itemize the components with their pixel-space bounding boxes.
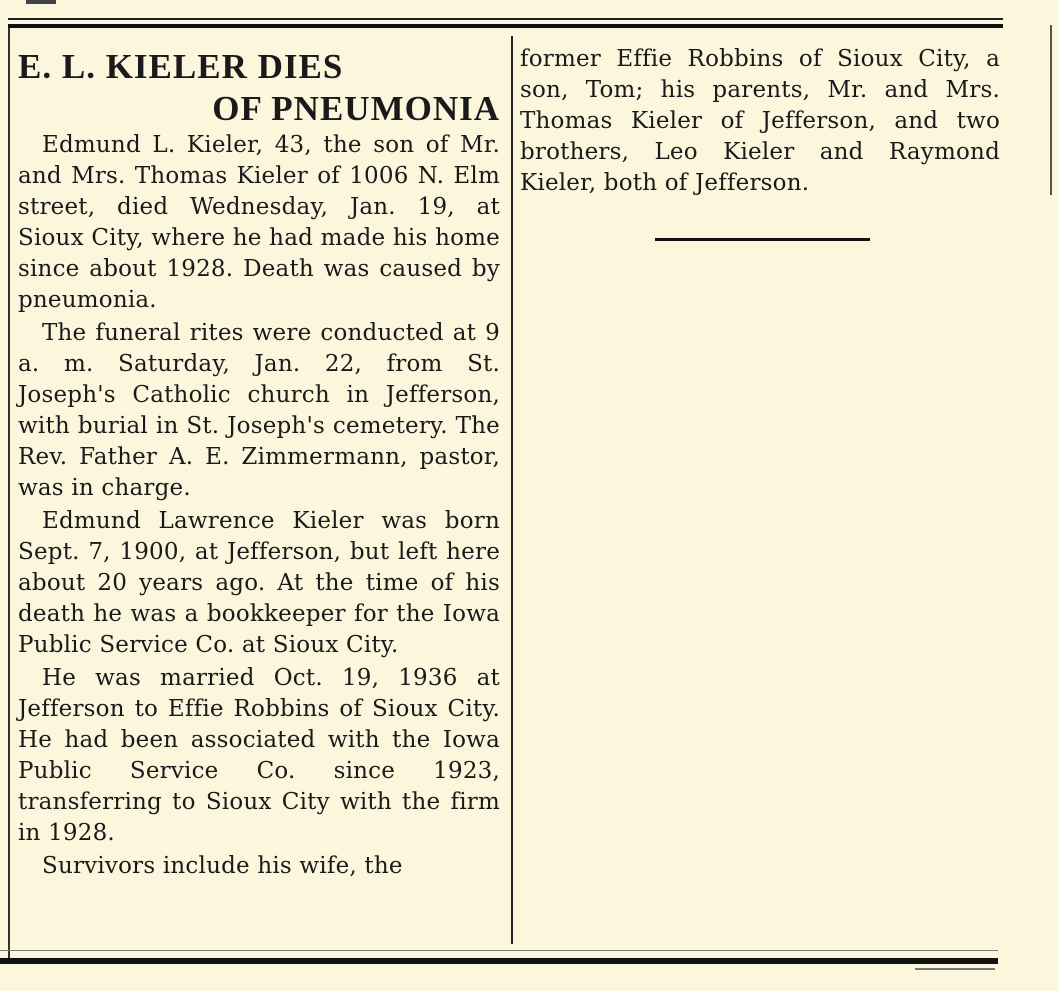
paragraph-2: The funeral rites were conducted at 9 a. m. Saturday, Jan. 22, from St. Joseph's Catholic church in Jefferson, with burial in St. Joseph's cemetery. The Rev. Father A. E. Zimmermann, pastor, was in charge. xyxy=(18,320,500,501)
top-thin-rule xyxy=(8,18,1003,20)
left-edge-rule xyxy=(8,28,10,958)
paragraph-4: He was married Oct. 19, 1936 at Jefferson to Effie Robbins of Sioux City. He had been associated with the Iowa Public Service Co. since 1923, transferring to Sioux City with the firm in 1928. xyxy=(18,665,500,846)
bottom-thick-rule xyxy=(0,958,998,964)
bottom-stub-rule xyxy=(915,968,995,970)
paragraph-1: Edmund L. Kieler, 43, the son of Mr. and Mrs. Thomas Kieler of 1006 N. Elm street, died Wednesday, Jan. 19, at Sioux City, where he had made his home since about 1928. Death was caused by pneumonia. xyxy=(18,132,500,313)
paragraph-5: Survivors include his wife, the xyxy=(42,853,403,879)
top-thick-rule xyxy=(8,24,1003,28)
article-end-rule xyxy=(655,238,870,241)
headline-line-2: OF PNEUMONIA xyxy=(212,89,500,128)
column-divider xyxy=(511,36,513,944)
right-edge-mark xyxy=(1050,25,1052,195)
bottom-thin-rule xyxy=(0,950,998,951)
top-stub-rule xyxy=(26,0,56,4)
left-column xyxy=(18,44,500,882)
right-column xyxy=(520,44,1000,199)
paragraph-3: Edmund Lawrence Kieler was born Sept. 7, 1900, at Jefferson, but left here about 20 years ago. At the time of his death he was a bookkeeper for the Iowa Public Service Co. at Sioux City. xyxy=(18,508,500,658)
paragraph-continuation: former Effie Robbins of Sioux City, a son, Tom; his parents, Mr. and Mrs. Thomas Kieler of Jefferson, and two brothers, Leo Kieler and Raymond Kieler, both of Jefferson. xyxy=(520,46,1000,196)
headline-line-1: E. L. KIELER DIES xyxy=(18,47,344,86)
